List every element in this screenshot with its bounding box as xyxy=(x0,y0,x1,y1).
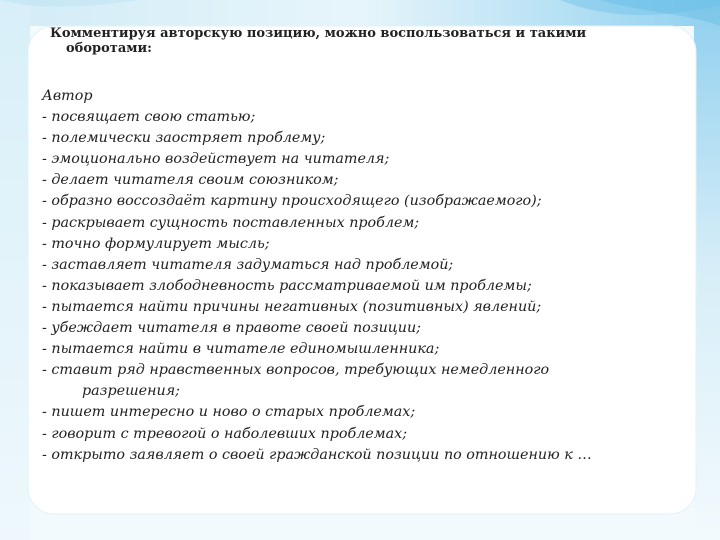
list-item: - убеждает читателя в правоте своей позиции; xyxy=(42,320,421,337)
list-item: - делает читателя своим союзником; xyxy=(42,172,339,189)
slide-title-line-2: оборотами: xyxy=(66,41,152,56)
list-item: - говорит с тревогой о наболевших проблемах; xyxy=(42,425,408,442)
slide-title-line-1: Комментируя авторскую позицию, можно воспользоваться и такими xyxy=(50,26,587,41)
slide-title xyxy=(50,26,610,56)
list-item: - точно формулирует мысль; xyxy=(42,235,270,252)
list-item: - раскрывает сущность поставленных проблем; xyxy=(42,214,420,231)
list-item: - посвящает свою статью; xyxy=(42,109,256,126)
list-item: - образно воссоздаёт картину происходящего (изображаемого); xyxy=(42,193,542,210)
body-heading: Автор xyxy=(42,88,93,104)
list-item: - полемически заостряет проблему; xyxy=(42,130,326,147)
list-item: - эмоционально воздействует на читателя; xyxy=(42,151,390,168)
list-item: - ставит ряд нравственных вопросов, требующих немедленного xyxy=(42,362,550,379)
list-item: - открыто заявляет о своей гражданской позиции по отношению к … xyxy=(42,446,592,463)
list-item: - заставляет читателя задуматься над проблемой; xyxy=(42,256,454,273)
list-item: - показывает злободневность рассматриваемой им проблемы; xyxy=(42,277,532,294)
slide-body xyxy=(42,86,692,466)
list-item-continuation: разрешения; xyxy=(82,383,180,400)
list-item: - пишет интересно и ново о старых проблемах; xyxy=(42,404,416,421)
list-item: - пытается найти в читателе единомышленника; xyxy=(42,341,440,358)
list-item: - пытается найти причины негативных (позитивных) явлений; xyxy=(42,298,542,315)
